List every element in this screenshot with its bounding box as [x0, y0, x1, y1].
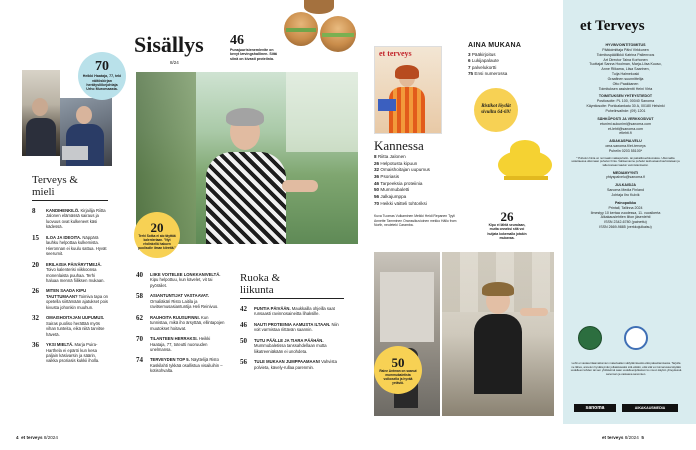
toc-text: Maukkailla ohjeilla saat runsaasti ravinnosaineitta lihaksille.	[254, 306, 335, 317]
toc-row	[136, 293, 226, 309]
imprint-line: Tuija Halmekoski	[611, 72, 640, 77]
imprint-line: Toimituksen assistentti Heini Virta	[598, 86, 653, 91]
toc-text: Niin voit varmistaa riittävän saannin.	[254, 321, 339, 333]
aikakausmedia-logo	[622, 404, 678, 412]
aina-text: Pääkirjoitus	[471, 52, 496, 57]
imprint-line: ISSN 2342-6780 (painettu)	[604, 220, 647, 225]
cover-logo: et terveys	[379, 49, 412, 58]
imprint-line: Graafinen suunnittelija	[607, 76, 644, 81]
toc-num: 56	[240, 358, 247, 367]
sanoma-logo	[574, 404, 616, 412]
toc-text: Näppärä lauhku helpottaa kulkemista. Hieronnan ei kuulu sattua. Hyvät seerumit.	[46, 234, 107, 257]
section1-line1: Terveys &	[32, 174, 78, 186]
toc-row	[240, 306, 344, 317]
kannessa-num: 8	[374, 154, 377, 159]
bubble-26-num: 26	[500, 209, 514, 225]
imprint-h7: Painopaikka	[615, 200, 636, 205]
folio-left	[16, 435, 58, 440]
imprint-line: etlehti.fi	[619, 131, 632, 136]
kannessa-text: Riitta Jalonen	[377, 154, 406, 159]
imprint-line: Otto Paakkanen	[612, 81, 639, 86]
kannessa-item	[374, 174, 486, 181]
toc-num: 74	[136, 356, 143, 365]
toc-row	[136, 315, 226, 331]
bubble-46-text: Punajuurisienemlevite on kevyt lævingshallinen. Siitä siinä on kivasti proteiinia.	[230, 48, 277, 61]
kannessa-item	[374, 201, 486, 208]
folio-right-mag: et terveys	[602, 435, 624, 440]
imprint-text	[569, 40, 682, 230]
divider-section2	[240, 298, 344, 299]
kannessa-text: Psoriasis	[380, 173, 400, 179]
photo-yellow-crossword	[492, 132, 554, 198]
toc-text: Sairas puoliso herättää myös vihan tunteita, eikä niitä tarvitse hävetä.	[46, 320, 105, 337]
sanoma-logo-text: sanoma	[585, 405, 605, 411]
kannessa-num: 70	[374, 200, 380, 206]
imprint-h3: SÄHKÖPOSTI JA VERKKOSIVUT	[597, 116, 654, 121]
dnv-certification-icon	[624, 326, 648, 350]
toc-title: YKSI MIELTÄ.	[46, 342, 74, 348]
toc-num: 32	[32, 314, 39, 323]
toc-text: Toivo kalenterisi viikkoonsa monenlaista puuhaa. Terhi haluaa mennä fiiliksen mukaan.	[46, 267, 105, 283]
kannessa-text: Heikki väitteli tohtoriksi	[380, 200, 427, 206]
toc-num: 40	[136, 271, 143, 279]
kannessa-num: 26	[374, 160, 380, 166]
toc-text: Kirjailija Riitta Jalonen elämässä sairaus ja luovuus ovat kulkeneet käsi kädessä.	[46, 208, 106, 230]
bubble-46-num: 46	[230, 33, 244, 48]
kannessa-num: 56	[374, 193, 380, 199]
toc-text: Kun tunnistaa, mikä iho ärsyttää, ellintapojen muutokset hoitavat.	[150, 314, 225, 331]
kannessa-title: Kannessa	[374, 138, 424, 153]
toc-num: 8	[32, 207, 36, 215]
imprint-h6: JULKAISIJA	[615, 183, 636, 188]
toc-num: 46	[240, 320, 247, 329]
swan-ecolabel-icon	[578, 326, 602, 350]
folio-right-issue: 8/2024	[624, 435, 639, 440]
kannessa-text: Mummubaletti	[380, 187, 410, 193]
imprint-line: Käyntiosoite: Porkkalankatu 30 A, 00180 Helsinki	[586, 104, 665, 109]
imprint-h5: MEDIAMYYNTI	[612, 170, 639, 175]
toc-text: Marja Puira-Harthela ei epäröi kun kesa paljain käsivarsin ja säärin, vaikka psoriasis kukkii iholla.	[46, 342, 100, 364]
toc-title: RAUHOITA RUUSUFINNI.	[150, 314, 200, 320]
toc-num: 26	[32, 287, 39, 296]
toc-title: KANDIHENKILÖ.	[46, 208, 80, 213]
aina-text: palvelukortti	[471, 64, 497, 70]
aina-text: Lukijapalaute	[471, 58, 499, 64]
toc-row	[136, 357, 226, 373]
toc-text: Näyttelijä Risto Kaskilahti tykkää osallistua visailuihin – kotisohvalta.	[150, 357, 223, 374]
imprint-line: Art Director Taina Korhonen	[603, 57, 648, 62]
toc-title: ERILAISIA PÄIVÄRYTMEJÄ.	[46, 261, 102, 267]
section2-line2: liikunta	[240, 284, 274, 297]
toc-row	[32, 315, 108, 337]
imprint-fineprint: * Puhelun hinta on normaali matkapuhelin- tai paikallisverkkomaksu. Ulkomailta soitettaessa ulkomaan puhelun hinta. Valitsemanne puhelut tauhoetaan/nauhoitetaan ja tallennetaan laadun varmistamiseksi.	[571, 155, 680, 167]
aina-num: 7	[468, 64, 471, 70]
toc-text: Mummubaletissa tanssahdellaan mutta liikatreeniäkään ei unohdeta.	[254, 343, 327, 354]
toc-num: 70	[136, 335, 143, 344]
imprint-line: Ilmestyy 10 kertaa vuodessa, 11. vuosikerta	[590, 210, 661, 215]
toc-column-3	[240, 306, 344, 375]
toc-text: Ornaliäkäri Risto Laitila ja ravitsemusasiantuntija Heli Reinivuo.	[150, 298, 219, 310]
imprint-line: Printall, Tallinna 2024	[608, 205, 643, 210]
toc-title: TILANTEEN HERRAKSI.	[150, 336, 198, 342]
folio-left-issue: 8/2024	[43, 435, 58, 440]
imprint-line: Postiosoite: PL 100, 00040 Sanoma	[596, 99, 655, 104]
photo-burgers	[282, 0, 362, 62]
magazine-cover	[374, 46, 442, 134]
issue-label: 8/24	[170, 60, 179, 65]
imprint-line: Toimituspäällikkö Katrina Pallenroos	[596, 52, 655, 57]
imprint-line: Anne Riikama, Liisa Saarinen,	[601, 67, 650, 72]
toc-title: ASIANTUNTIJAT VASTAAVAT.	[150, 293, 209, 299]
aina-title: AINA MUKANA	[468, 42, 522, 49]
folio-left-page: 4	[16, 435, 19, 440]
toc-text: Heikki Haataja, 77, toteutti nuoruuden unelmansa.	[150, 336, 211, 352]
imprint-line: etunimi.sukunimi@sanoma.com	[600, 121, 651, 126]
kannessa-text: Tarpeeksia proteiinia	[380, 180, 423, 186]
aina-item	[468, 71, 548, 77]
imprint-line: Päätoimittaja Päivi Virkkunen	[602, 47, 649, 52]
kannessa-item	[374, 161, 486, 168]
toc-num: 20	[32, 260, 39, 269]
section1-line2: mieli	[32, 186, 55, 199]
photo-heikki-laptop	[60, 98, 112, 166]
imprint-h1: HYVINVOINTITOIMITUS	[605, 43, 646, 47]
kannessa-item	[374, 187, 486, 194]
toc-title: PUNTIA PÄIVÄÄN.	[254, 306, 291, 311]
kannessa-item	[374, 154, 486, 161]
bubble-50	[374, 346, 422, 394]
page-title: Sisällys	[134, 32, 204, 57]
bubble-20-num: 20	[150, 219, 164, 235]
kannessa-text: Helpotusta kipuun	[380, 160, 418, 166]
kannessa-text: Omaishoitajan uupumus	[380, 167, 430, 173]
bubble-20-text: Terhi Sotka ei aio täyttää kalenteriaan. "Nyt ehdinkellä hakuen puolisolle ilman kiirettä."	[138, 233, 176, 250]
ristikot-text: Ristikot löydät sivuilta 64-69!	[481, 103, 511, 115]
imprint-logo: et Terveys	[580, 18, 645, 34]
photo-ballet-teacher	[442, 252, 554, 416]
toc-num: 58	[136, 292, 143, 301]
toc-row	[32, 208, 108, 230]
section-terveys-mieli	[32, 174, 78, 198]
bubble-26-text: Kipu ei lähtä seuralaan, mutta onneksi sitä voi hutjata kokemalla jotakin mukavaa.	[487, 223, 527, 240]
kannessa-text: Jalkajumppa	[380, 193, 407, 199]
bubble-70-num: 70	[95, 59, 109, 75]
bubble-20	[134, 212, 180, 258]
toc-num: 36	[32, 341, 39, 350]
section-ruoka-liikunta	[240, 272, 280, 296]
imprint-fineprint-2: Lehti ei vastaa tilaamattomien materiaalien säilyttämisestä eikä palauttamisesta. Tarjolla ne lähes, annetun hyväksymän julkaistavaksi sitä ettäkö, että sitä voi toimarussa käyttää uudelleen lehden tai sen yhdistelmä saan uudelleenjulkaisun ko muun käytön yhteydessä sanoman ja vastaava sanomien.	[570, 361, 682, 376]
kannessa-list	[374, 154, 486, 207]
toc-text: Vahvista polvieta, kävely-rullaa parenmin.	[254, 359, 337, 370]
imprint-line: Sanoma Media Finland	[607, 188, 644, 193]
toc-title: NAUTI PROTEIINIA AAMUSTA ILTAAN.	[254, 321, 331, 327]
toc-column-2	[136, 272, 226, 379]
section2-line1: Ruoka &	[240, 272, 281, 284]
toc-title: ILOA JA IDEOITA.	[46, 234, 82, 240]
toc-row	[240, 322, 344, 333]
aikakausmedia-logo-text: AIKAKAUSMEDIA	[634, 406, 666, 410]
aina-text: Ensi numerossa	[474, 71, 508, 77]
imprint-line: oma.sanoma.fi/et-terveys	[605, 144, 646, 149]
toc-text: Kipu helpottuu, kun kävelet, vit tai pyöräilet.	[150, 277, 213, 288]
divider-section1	[32, 200, 108, 201]
kannessa-num: 50	[374, 187, 380, 193]
toc-row	[240, 338, 344, 354]
imprint-line: et-lehti@sanoma.com	[607, 126, 643, 131]
aina-num: 3	[468, 52, 471, 57]
toc-num: 15	[32, 233, 39, 242]
toc-num: 50	[240, 336, 247, 345]
toc-row	[240, 359, 344, 370]
photo-heikki-top	[22, 70, 60, 156]
toc-column-1	[32, 208, 108, 369]
kannessa-item	[374, 194, 486, 201]
imprint-line: ISSN 2669-9885 (verkkojulkaisu)	[599, 225, 652, 230]
imprint-line: Puhelin 0203 55100*	[608, 148, 643, 153]
aina-num: 6	[468, 58, 471, 64]
cover-credits: Kuva Tuomas Vulkaminen Meikki Heidi Repanen Tyyli Annette Tamminen Oranssikuvioinen mekko Hällo from North, neuleteki Caramba.	[374, 214, 457, 228]
bubble-70-text: Heikki Haataja, 77, teki väitöskirjan herätysliikejohtaja Urho Muromaasta.	[82, 74, 122, 92]
bubble-26	[482, 200, 532, 250]
imprint-h4: ASIAKASPALVELU	[609, 139, 642, 144]
toc-title: TULE MUKAAN JUMPPAAMAAN!	[254, 359, 320, 365]
toc-title: MITEN SAADA KIPU TAUTTUMAAN?	[46, 288, 87, 299]
aina-mukana	[468, 42, 548, 78]
kannessa-item	[374, 167, 486, 174]
folio-left-mag: et terveys	[21, 435, 43, 440]
bubble-50-text: Raine Antman on saanut mummubaletista voikosella ja hyvää yetäviä.	[379, 368, 417, 385]
kannessa-num: 46	[374, 180, 380, 186]
kannessa-item	[374, 181, 486, 188]
imprint-line: Aikakauslehtien liiton jäsenlehti	[600, 215, 651, 220]
imprint-line: Puhelinvaihde: (09) 1201	[605, 108, 646, 113]
imprint-line: Johtaja Ilro Kulvik	[611, 192, 640, 197]
imprint-h2: TOIMITUKSEN YHTEYSTIEDOT	[598, 94, 653, 99]
toc-row	[32, 262, 108, 284]
ristikot-bubble	[474, 88, 518, 132]
toc-title: OMAISHOITAJAN UUPUMUS.	[46, 315, 105, 321]
toc-row	[32, 288, 108, 310]
toc-title: TERVEYDEN TOP 5.	[150, 357, 190, 363]
toc-num: 42	[240, 305, 247, 313]
toc-num: 62	[136, 313, 143, 322]
imprint-line: yhtyspalvelu@sanoma.fi	[605, 175, 645, 180]
toc-row	[32, 235, 108, 257]
toc-row	[32, 342, 108, 364]
kannessa-num: 32	[374, 167, 380, 173]
toc-text: Toimiva tapa on opetella siirtämään ajatukset pois kivusta johonkin muuhun.	[46, 293, 108, 310]
toc-row	[136, 336, 226, 352]
imprint-line: Tuottajat Sanna Hoolman, Marja-Liisa Kuuso,	[589, 62, 662, 67]
aina-num: 75	[468, 71, 474, 77]
kannessa-num: 36	[374, 173, 380, 179]
toc-row	[136, 272, 226, 288]
folio-right	[602, 435, 644, 440]
bubble-46-text-block	[230, 34, 280, 61]
toc-title: TUTU PÄÄLLE JA TIARA PÄÄHÄN.	[254, 337, 324, 343]
toc-title: LIIKE VOITELEE LONKKANIVELTÄ.	[150, 272, 221, 277]
folio-right-page: 5	[641, 435, 644, 440]
bubble-70	[78, 52, 126, 100]
bubble-50-num: 50	[391, 354, 405, 370]
